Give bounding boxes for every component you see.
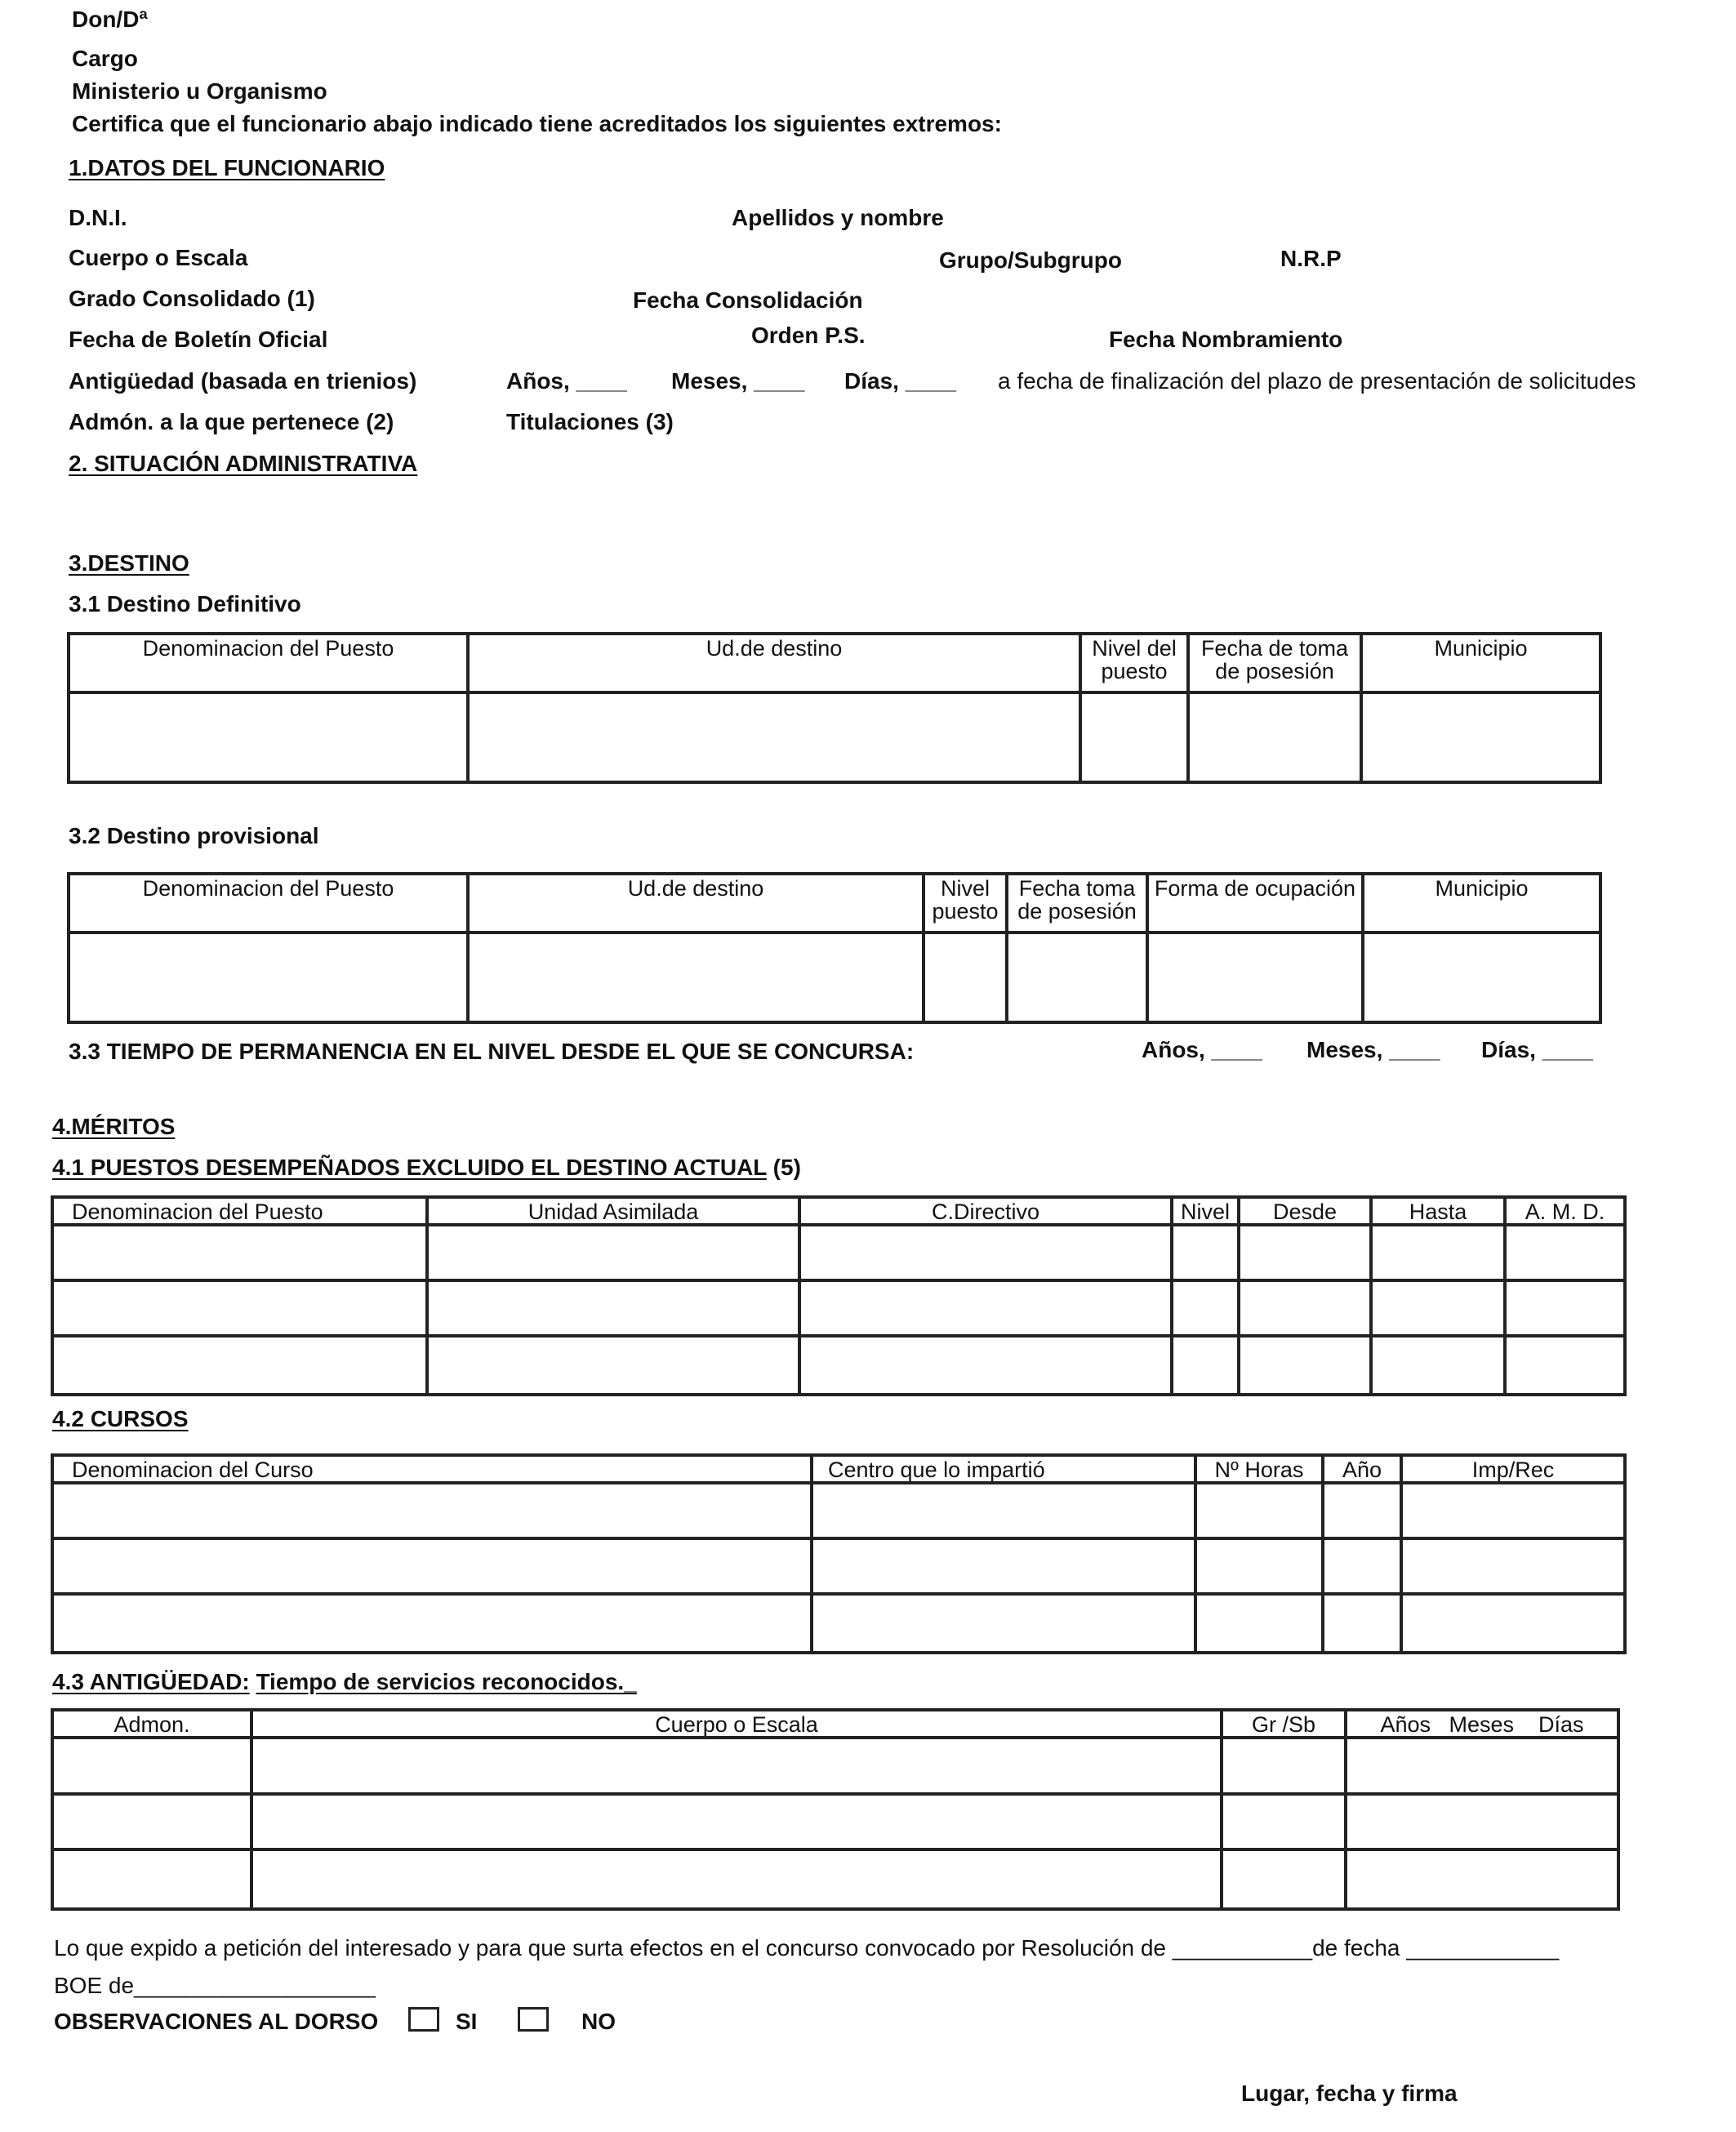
table-cell[interactable] [1240,1338,1373,1393]
table-header-cell: Gr /Sb [1223,1711,1347,1739]
antiguedad-table [51,1708,1620,1911]
table-cell[interactable] [813,1596,1197,1651]
table-header-cell: Centro que lo impartió [813,1457,1197,1484]
ministerio-label: Ministerio u Organismo [72,78,327,104]
table-header-cell: Nivel puesto [925,875,1008,934]
table-header-cell: Nivel [1173,1199,1240,1226]
table-cell[interactable] [1373,1226,1507,1282]
table-cell[interactable] [1082,694,1190,781]
grupo-label: Grupo/Subgrupo [939,247,1122,273]
table-cell[interactable] [1149,934,1364,1021]
cargo-label: Cargo [72,46,138,71]
table-header-cell: Denominacion del Puesto [70,635,470,694]
table-cell[interactable] [54,1796,253,1852]
table-header-cell: Ud.de destino [470,875,925,934]
table-cell[interactable] [925,934,1008,1021]
destino-definitivo-table [67,632,1602,784]
dias-field[interactable]: Días, ____ [844,368,956,394]
table-header-cell: Denominacion del Puesto [54,1199,429,1226]
table-cell[interactable] [253,1739,1223,1796]
si-checkbox[interactable] [408,2007,439,2032]
table-header-cell: Años Meses Días [1347,1711,1617,1739]
grado-label: Grado Consolidado (1) [69,286,315,311]
table-cell[interactable] [801,1282,1173,1338]
table-header-cell: Municipio [1363,635,1599,694]
table-cell[interactable] [1373,1338,1507,1393]
table-cell[interactable] [1364,934,1599,1021]
table-cell[interactable] [429,1338,801,1393]
table-cell[interactable] [801,1338,1173,1393]
table-header-cell: Nivel del puesto [1082,635,1190,694]
table-cell[interactable] [813,1484,1197,1540]
s43-title [52,1671,637,1694]
table-cell[interactable] [1240,1282,1373,1338]
table-cell[interactable] [1240,1226,1373,1282]
table-header-cell: Municipio [1364,875,1599,934]
table-cell[interactable] [1507,1338,1623,1393]
a-fecha-text: a fecha de finalización del plazo de presentación de solicitudes [998,368,1636,394]
table-cell[interactable] [801,1226,1173,1282]
table-cell[interactable] [1347,1851,1617,1907]
don-label: Don/Dª [72,7,148,32]
table-cell[interactable] [1223,1739,1347,1796]
s31-title: 3.1 Destino Definitivo [69,591,301,616]
s33-anos-field[interactable]: Años, ____ [1142,1037,1262,1062]
table-cell[interactable] [70,934,470,1021]
no-label: NO [581,2009,616,2034]
section3-title: 3.DESTINO [69,550,189,576]
table-cell[interactable] [253,1851,1223,1907]
observaciones-label: OBSERVACIONES AL DORSO [54,2009,379,2034]
table-cell[interactable] [54,1226,429,1282]
firma-label: Lugar, fecha y firma [1241,2081,1458,2106]
table-cell[interactable] [253,1796,1223,1852]
table-cell[interactable] [1347,1796,1617,1852]
s41-note: (5) [772,1155,801,1180]
fecha-nombramiento-label: Fecha Nombramiento [1109,327,1343,352]
no-checkbox[interactable] [518,2007,549,2032]
table-cell[interactable] [54,1540,813,1596]
table-cell[interactable] [54,1851,253,1907]
table-header-cell: Desde [1240,1199,1373,1226]
puestos-table [51,1195,1627,1396]
table-cell[interactable] [429,1282,801,1338]
table-cell[interactable] [1363,694,1599,781]
table-cell[interactable] [1403,1540,1623,1596]
table-cell[interactable] [1507,1226,1623,1282]
apellidos-label: Apellidos y nombre [732,205,944,230]
antiguedad-label: Antigüedad (basada en trienios) [69,368,417,394]
table-cell[interactable] [1173,1226,1240,1282]
table-cell[interactable] [1507,1282,1623,1338]
expido-text: Lo que expido a petición del interesado y para que surta efectos en el concurso convocado por Resolución de ___________de fecha ____________ [54,1935,1560,1961]
cuerpo-label: Cuerpo o Escala [69,245,248,270]
s33-title: 3.3 TIEMPO DE PERMANENCIA EN EL NIVEL DESDE EL QUE SE CONCURSA: [69,1039,915,1064]
table-cell[interactable] [1197,1540,1324,1596]
table-cell[interactable] [1008,934,1149,1021]
table-cell[interactable] [1173,1282,1240,1338]
table-cell[interactable] [1173,1338,1240,1393]
table-header-cell: C.Directivo [801,1199,1173,1226]
s33-dias-field[interactable]: Días, ____ [1481,1037,1593,1062]
table-cell[interactable] [1347,1739,1617,1796]
table-cell[interactable] [54,1484,813,1540]
table-header-cell: Fecha de toma de posesión [1190,635,1363,694]
s43-title-text: 4.3 ANTIGÜEDAD: [52,1669,250,1694]
table-cell[interactable] [1403,1596,1623,1651]
boe-text: BOE de___________________ [54,1973,376,1998]
table-cell[interactable] [1324,1596,1403,1651]
table-header-cell: Nº Horas [1197,1457,1324,1484]
table-cell[interactable] [70,694,470,781]
section4-title: 4.MÉRITOS [52,1114,176,1139]
titulaciones-label: Titulaciones (3) [506,409,674,434]
s41-title [52,1156,801,1179]
table-header-cell: Imp/Rec [1403,1457,1623,1484]
admon-label: Admón. a la que pertenece (2) [69,409,394,434]
cursos-table [51,1453,1627,1654]
table-cell[interactable] [1324,1484,1403,1540]
s32-title: 3.2 Destino provisional [69,823,319,848]
table-cell[interactable] [54,1338,429,1393]
certifica-text: Certifica que el funcionario abajo indicado tiene acreditados los siguientes extremos: [72,111,1002,136]
table-cell[interactable] [470,934,925,1021]
table-header-cell: Forma de ocupación [1149,875,1364,934]
s42-title: 4.2 CURSOS [52,1406,189,1431]
table-cell[interactable] [1197,1596,1324,1651]
table-header-cell: Admon. [54,1711,253,1739]
table-header-cell: Unidad Asimilada [429,1199,801,1226]
nrp-label: N.R.P [1280,246,1342,271]
table-cell[interactable] [1197,1484,1324,1540]
anos-field[interactable]: Años, ____ [506,368,627,394]
table-cell[interactable] [1324,1540,1403,1596]
table-cell[interactable] [470,694,1082,781]
si-label: SI [456,2009,478,2034]
s33-meses-field[interactable]: Meses, ____ [1306,1037,1440,1062]
table-cell[interactable] [54,1596,813,1651]
table-header-cell: Denominacion del Puesto [70,875,470,934]
table-header-cell: A. M. D. [1507,1199,1623,1226]
table-header-cell: Denominacion del Curso [54,1457,813,1484]
s43-subtitle: Tiempo de servicios reconocidos._ [256,1669,637,1694]
fecha-boletin-label: Fecha de Boletín Oficial [69,327,328,352]
table-header-cell: Hasta [1373,1199,1507,1226]
table-header-cell: Fecha toma de posesión [1008,875,1149,934]
table-header-cell: Ud.de destino [470,635,1082,694]
table-header-cell: Año [1324,1457,1403,1484]
table-cell[interactable] [1373,1282,1507,1338]
orden-label: Orden P.S. [751,323,866,348]
dni-label: D.N.I. [69,205,127,230]
meses-field[interactable]: Meses, ____ [671,368,805,394]
table-cell[interactable] [1223,1796,1347,1852]
table-cell[interactable] [54,1282,429,1338]
fecha-consolidacion-label: Fecha Consolidación [633,287,863,313]
table-header-cell: Cuerpo o Escala [253,1711,1223,1739]
table-cell[interactable] [1403,1484,1623,1540]
section2-title: 2. SITUACIÓN ADMINISTRATIVA [69,451,418,476]
table-cell[interactable] [1223,1851,1347,1907]
s41-title-text: 4.1 PUESTOS DESEMPEÑADOS EXCLUIDO EL DESTINO ACTUAL [52,1155,767,1180]
table-cell[interactable] [54,1739,253,1796]
section1-title: 1.DATOS DEL FUNCIONARIO [69,155,385,180]
table-cell[interactable] [1190,694,1363,781]
table-cell[interactable] [429,1226,801,1282]
destino-provisional-table [67,872,1602,1024]
table-cell[interactable] [813,1540,1197,1596]
